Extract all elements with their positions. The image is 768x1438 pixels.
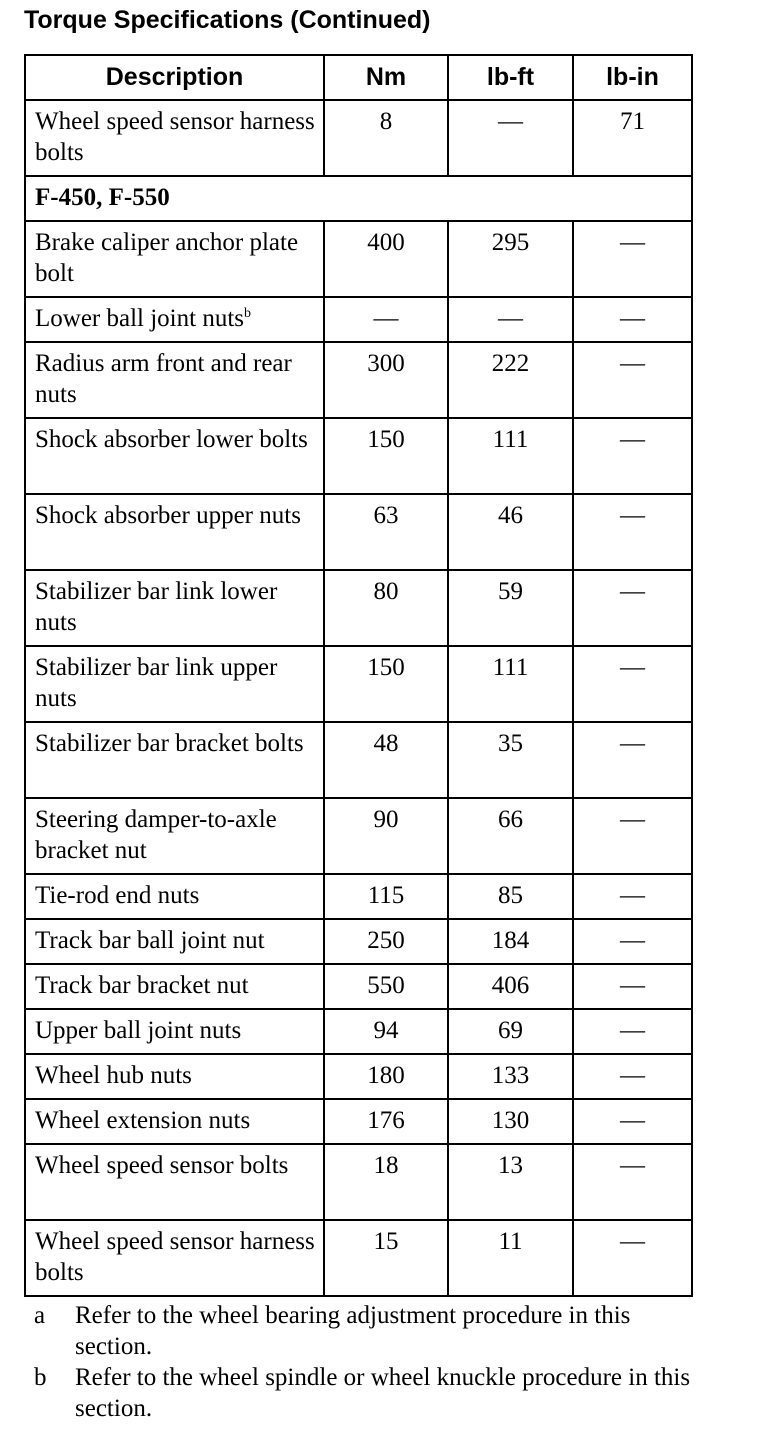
nm-cell: —: [324, 297, 448, 342]
nm-cell: 115: [324, 874, 448, 919]
table-row: [25, 221, 692, 297]
lb-in-cell: —: [573, 1144, 692, 1220]
description-cell: Stabilizer bar link upper nuts: [25, 646, 324, 722]
description-cell: Wheel extension nuts: [25, 1099, 324, 1144]
footnotes: [34, 1300, 694, 1424]
footnote-b: [34, 1362, 694, 1424]
lb-in-cell: —: [573, 1099, 692, 1144]
footnote-text: Refer to the wheel spindle or wheel knuckle procedure in this section.: [75, 1364, 691, 1422]
description-cell: Track bar ball joint nut: [25, 919, 324, 964]
nm-cell: 90: [324, 798, 448, 874]
description-text: Lower ball joint nuts: [35, 305, 244, 332]
header-lb-in: lb-in: [573, 55, 692, 100]
table-row: [25, 919, 692, 964]
nm-cell: 94: [324, 1009, 448, 1054]
lb-ft-cell: 13: [448, 1144, 573, 1220]
lb-in-cell: —: [573, 418, 692, 494]
lb-ft-cell: 133: [448, 1054, 573, 1099]
description-cell: Stabilizer bar link lower nuts: [25, 570, 324, 646]
description-cell: Wheel speed sensor harness bolts: [25, 1220, 324, 1296]
torque-spec-table: [24, 54, 693, 1297]
description-cell: Upper ball joint nuts: [25, 1009, 324, 1054]
table-row: [25, 1009, 692, 1054]
lb-ft-cell: 406: [448, 964, 573, 1009]
lb-in-cell: —: [573, 1054, 692, 1099]
lb-ft-cell: 59: [448, 570, 573, 646]
description-cell: Wheel speed sensor harness bolts: [25, 100, 324, 176]
lb-ft-cell: 85: [448, 874, 573, 919]
nm-cell: 80: [324, 570, 448, 646]
lb-in-cell: —: [573, 570, 692, 646]
nm-cell: 550: [324, 964, 448, 1009]
table-row: [25, 418, 692, 494]
table-row: [25, 494, 692, 570]
nm-cell: 8: [324, 100, 448, 176]
table-row: [25, 964, 692, 1009]
lb-ft-cell: 222: [448, 342, 573, 418]
table-row: [25, 1099, 692, 1144]
description-cell: Wheel hub nuts: [25, 1054, 324, 1099]
lb-in-cell: —: [573, 221, 692, 297]
footnote-key: b: [34, 1364, 47, 1391]
lb-in-cell: —: [573, 722, 692, 798]
lb-in-cell: —: [573, 297, 692, 342]
header-description: Description: [25, 55, 324, 100]
table-row: [25, 1220, 692, 1296]
lb-ft-cell: 130: [448, 1099, 573, 1144]
lb-in-cell: —: [573, 798, 692, 874]
table-row: [25, 798, 692, 874]
lb-in-cell: —: [573, 964, 692, 1009]
lb-ft-cell: 11: [448, 1220, 573, 1296]
lb-ft-cell: 66: [448, 798, 573, 874]
description-cell: [25, 297, 324, 342]
table-row: [25, 570, 692, 646]
nm-cell: 150: [324, 646, 448, 722]
table-row: [25, 100, 692, 176]
description-cell: Shock absorber lower bolts: [25, 418, 324, 494]
description-cell: Radius arm front and rear nuts: [25, 342, 324, 418]
nm-cell: 250: [324, 919, 448, 964]
table-row: [25, 342, 692, 418]
description-cell: Stabilizer bar bracket bolts: [25, 722, 324, 798]
lb-ft-cell: —: [448, 100, 573, 176]
lb-ft-cell: 184: [448, 919, 573, 964]
table-row: [25, 722, 692, 798]
nm-cell: 48: [324, 722, 448, 798]
group-label: F-450, F-550: [25, 176, 692, 221]
table-row: [25, 874, 692, 919]
table-row: [25, 1054, 692, 1099]
lb-ft-cell: —: [448, 297, 573, 342]
table-row: [25, 297, 692, 342]
nm-cell: 400: [324, 221, 448, 297]
nm-cell: 63: [324, 494, 448, 570]
table-row: [25, 646, 692, 722]
header-lb-ft: lb-ft: [448, 55, 573, 100]
lb-ft-cell: 46: [448, 494, 573, 570]
footnote-key: a: [34, 1302, 46, 1329]
page-title: Torque Specifications (Continued): [24, 6, 431, 34]
lb-in-cell: —: [573, 1009, 692, 1054]
lb-in-cell: —: [573, 646, 692, 722]
lb-in-cell: —: [573, 874, 692, 919]
lb-ft-cell: 295: [448, 221, 573, 297]
lb-ft-cell: 69: [448, 1009, 573, 1054]
lb-ft-cell: 111: [448, 418, 573, 494]
description-cell: Steering damper-to-axle bracket nut: [25, 798, 324, 874]
lb-in-cell: —: [573, 494, 692, 570]
lb-in-cell: —: [573, 919, 692, 964]
nm-cell: 18: [324, 1144, 448, 1220]
description-cell: Shock absorber upper nuts: [25, 494, 324, 570]
group-row: [25, 176, 692, 221]
nm-cell: 150: [324, 418, 448, 494]
lb-in-cell: —: [573, 342, 692, 418]
table-header-row: [25, 55, 692, 100]
table-row: [25, 1144, 692, 1220]
lb-ft-cell: 111: [448, 646, 573, 722]
lb-ft-cell: 35: [448, 722, 573, 798]
nm-cell: 15: [324, 1220, 448, 1296]
description-cell: Tie-rod end nuts: [25, 874, 324, 919]
nm-cell: 300: [324, 342, 448, 418]
description-cell: Wheel speed sensor bolts: [25, 1144, 324, 1220]
description-cell: Track bar bracket nut: [25, 964, 324, 1009]
lb-in-cell: —: [573, 1220, 692, 1296]
nm-cell: 176: [324, 1099, 448, 1144]
footnote-text: Refer to the wheel bearing adjustment procedure in this section.: [75, 1302, 631, 1360]
lb-in-cell: 71: [573, 100, 692, 176]
footnote-ref: b: [244, 306, 251, 321]
nm-cell: 180: [324, 1054, 448, 1099]
footnote-a: [34, 1300, 694, 1362]
description-cell: Brake caliper anchor plate bolt: [25, 221, 324, 297]
header-nm: Nm: [324, 55, 448, 100]
